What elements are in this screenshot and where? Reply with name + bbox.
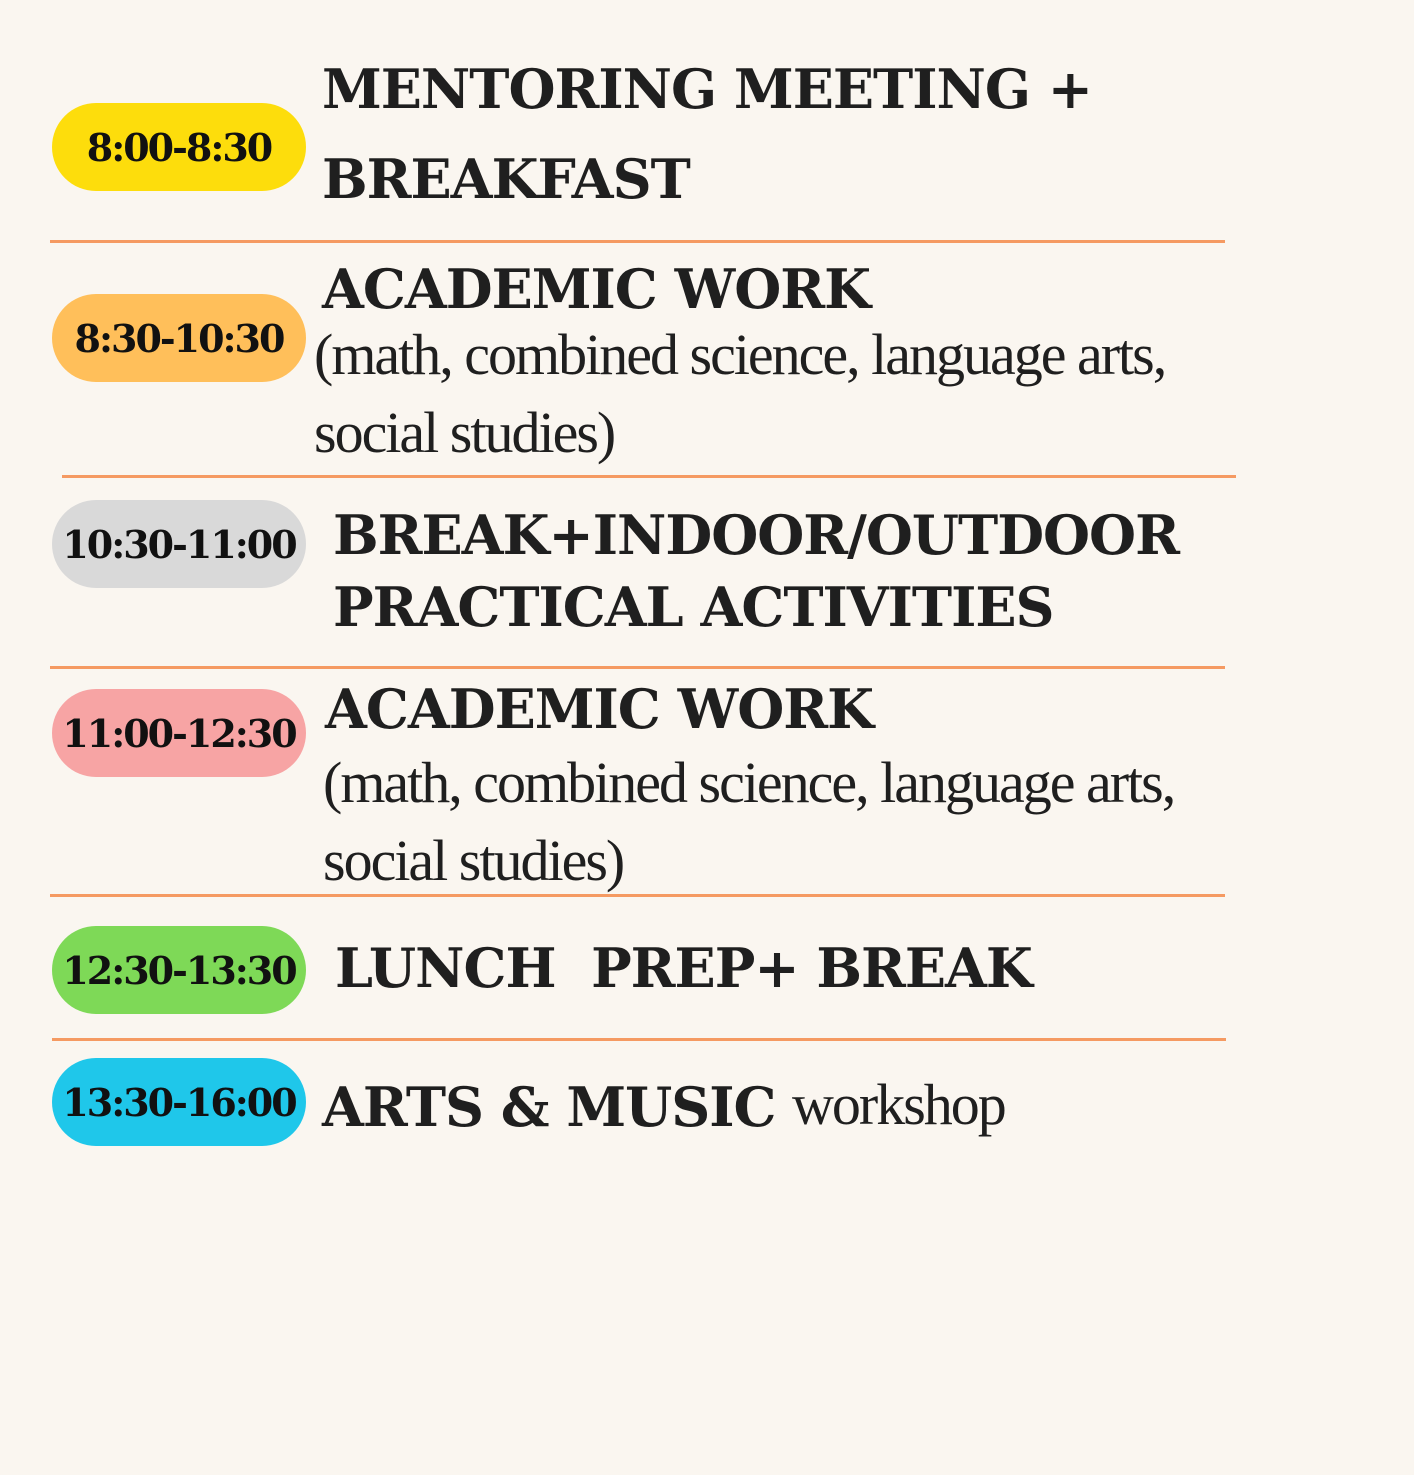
activity-title: MENTORING MEETING +: [322, 57, 1092, 121]
divider: [52, 1038, 1226, 1041]
activity-description: (math, combined science, language arts,: [314, 322, 1166, 387]
divider: [50, 894, 1225, 897]
divider: [62, 475, 1236, 478]
activity-description: social studies): [323, 828, 624, 893]
time-badge-0830: 8:30-10:30: [52, 294, 306, 382]
time-badge-1100: 11:00-12:30: [52, 689, 306, 777]
time-badge-1330: 13:30-16:00: [52, 1058, 306, 1146]
time-badge-0800: 8:00-8:30: [52, 103, 306, 191]
activity-description: social studies): [314, 400, 615, 465]
activity-title: PRACTICAL ACTIVITIES: [333, 575, 1054, 639]
activity-description: (math, combined science, language arts,: [323, 750, 1175, 815]
activity-description: workshop: [792, 1072, 1005, 1137]
time-badge-1030: 10:30-11:00: [52, 500, 306, 588]
divider: [50, 240, 1225, 243]
activity-title: BREAK+INDOOR/OUTDOOR: [333, 503, 1179, 567]
divider: [50, 666, 1225, 669]
activity-title: ARTS & MUSIC: [322, 1075, 776, 1139]
activity-title: ACADEMIC WORK: [322, 257, 871, 321]
activity-title: ACADEMIC WORK: [325, 677, 874, 741]
activity-title: BREAKFAST: [322, 147, 690, 211]
activity-title: LUNCH PREP+ BREAK: [335, 936, 1032, 1000]
time-badge-1230: 12:30-13:30: [52, 926, 306, 1014]
